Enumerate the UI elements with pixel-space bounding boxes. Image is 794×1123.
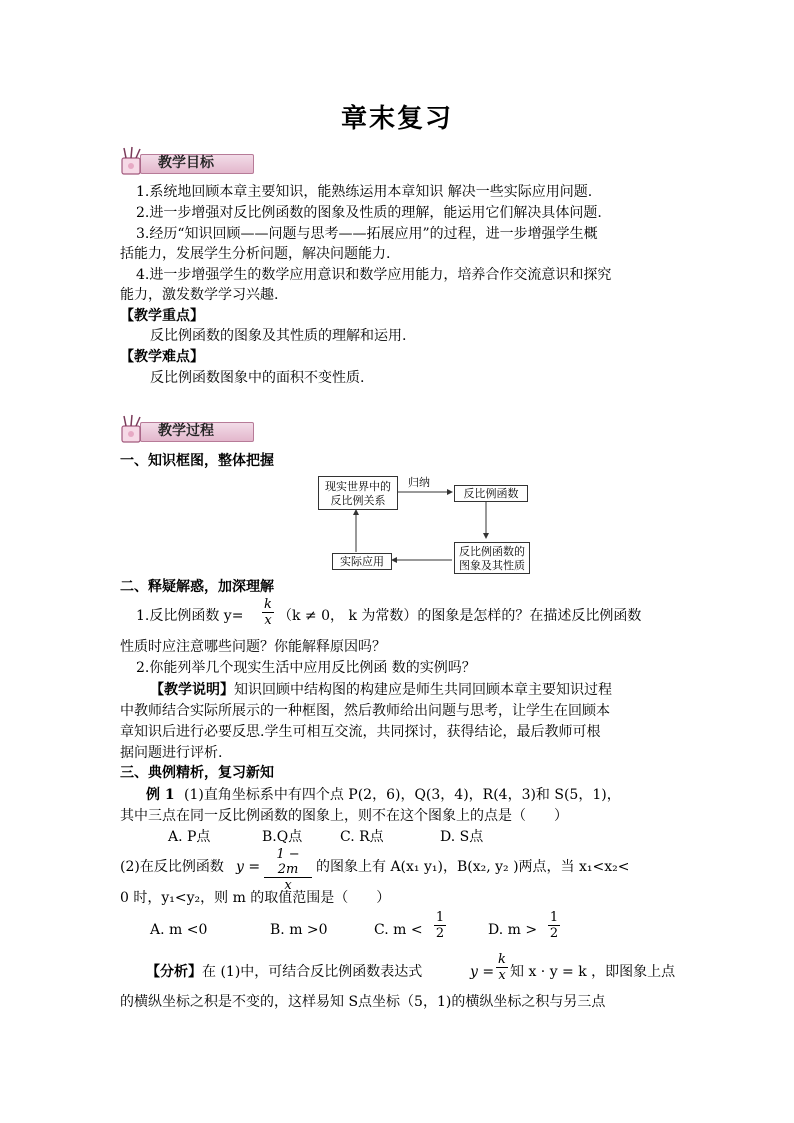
part-2-start: (2)在反比例函数 — [120, 859, 224, 875]
page-title: 章末复习 — [340, 104, 453, 134]
objective-4-cont: 能力，激发数学学习兴趣. — [120, 287, 279, 303]
banner-label: 教学过程 — [158, 423, 214, 439]
difficulty-text: 反比例函数图象中的面积不变性质. — [150, 370, 365, 386]
teaching-note-line1 — [150, 680, 612, 700]
fraction-numerator: k — [262, 597, 274, 613]
objective-2: 2.进一步增强对反比例函数的图象及性质的理解，能运用它们解决具体问题. — [136, 205, 602, 221]
knowledge-diagram — [312, 472, 538, 576]
box-inverse-function: 反比例函数 — [454, 485, 528, 502]
difficulty-label: 【教学难点】 — [120, 349, 204, 365]
objective-1: 1.系统地回顾本章主要知识，能熟练运用本章知识 解决一些实际应用问题. — [136, 184, 593, 200]
analysis-line2: 的横纵坐标之积是不变的，这样易知 S点坐标（5，1)的横纵坐标之积与另三点 — [120, 994, 606, 1010]
teaching-note-line4: 据问题进行评析. — [120, 745, 223, 761]
option-b: B.Q点 — [262, 829, 303, 845]
teaching-note-line3: 章知识后进行必要反思.学生可相互交流，共同探讨，获得结论，最后教师可根 — [120, 724, 601, 740]
box-graph-properties-line1: 反比例函数的 — [459, 545, 525, 558]
option-2d: D. m > — [488, 922, 538, 938]
fraction-denominator: x — [498, 968, 506, 983]
teaching-note-line2: 中教师结合实际所展示的一种框图，然后教师给出问题与思考，让学生在回顾本 — [120, 703, 610, 719]
fraction-half-d — [548, 910, 560, 941]
objective-3-cont: 括能力，发展学生分析问题，解决问题能力. — [120, 246, 391, 262]
box-graph-properties — [454, 542, 530, 574]
option-2c: C. m < — [374, 922, 423, 938]
section-2-heading: 二、释疑解惑，加深理解 — [120, 579, 274, 595]
fraction-numerator: k — [496, 952, 508, 968]
fraction-1-2m-over-x — [264, 847, 312, 893]
pencil-cup-icon — [118, 146, 152, 176]
box-real-world — [318, 476, 398, 510]
key-points-text: 反比例函数的图象及其性质的理解和运用. — [150, 328, 407, 344]
banner-label: 教学目标 — [158, 155, 214, 171]
box-real-world-line1: 现实世界中的 — [325, 480, 391, 493]
question-1-start: 1.反比例函数 y= — [136, 608, 244, 624]
option-d: D. S点 — [440, 829, 484, 845]
fraction-numerator: 1 — [549, 910, 559, 925]
box-graph-properties-line2: 图象及其性质 — [459, 559, 525, 572]
section-3-heading: 三、典例精析，复习新知 — [120, 765, 274, 781]
fraction-numerator: 1 − 2m — [264, 847, 312, 878]
analysis-text: 在 (1)中，可结合反比例函数表达式 — [202, 964, 423, 980]
pencil-cup-icon — [118, 414, 152, 444]
section-banner-process — [118, 414, 254, 444]
analysis-rest: 知 x · y = k ，即图象上点 — [510, 964, 676, 980]
example-1-line2: 其中三点在同一反比例函数的图象上，则不在这个图象上的点是（ ） — [120, 808, 568, 824]
fraction-denominator: 2 — [549, 926, 559, 941]
option-a: A. P点 — [168, 829, 211, 845]
section-banner-objectives — [118, 146, 254, 176]
part-2-y: y = — [236, 859, 261, 875]
fraction-denominator: x — [264, 613, 272, 628]
option-2b: B. m >0 — [270, 922, 328, 938]
objective-3: 3.经历“知识回顾——问题与思考——拓展应用”的过程，进一步增强学生概 — [136, 226, 598, 242]
fraction-k-over-x-analysis — [496, 952, 508, 983]
fraction-k-over-x — [262, 597, 274, 628]
objective-4: 4.进一步增强学生的数学应用意识和数学应用能力，培养合作交流意识和探究 — [136, 267, 612, 283]
analysis-line1 — [146, 962, 422, 982]
box-real-world-line2: 反比例关系 — [330, 494, 386, 507]
example-1-label: 例 1 — [146, 787, 175, 803]
question-2: 2.你能列举几个现实生活中应用反比例函 数的实例吗？ — [136, 660, 476, 676]
example-1-line1: (1)直角坐标系中有四个点 P(2，6)，Q(3，4)，R(4，3)和 S(5，1)， — [184, 787, 621, 803]
question-1-cont: 性质时应注意哪些问题？你能解释原因吗？ — [120, 639, 386, 655]
analysis-label: 【分析】 — [146, 964, 202, 980]
fraction-denominator: 2 — [435, 926, 445, 941]
teaching-note-text: 知识回顾中结构图的构建应是师生共同回顾本章主要知识过程 — [234, 682, 612, 698]
part-2-rest: 的图象上有 A(x₁ y₁)，B(x₂, y₂ )两点，当 x₁<x₂< — [316, 859, 630, 875]
analysis-y: y = — [470, 964, 495, 980]
box-practical-application: 实际应用 — [332, 553, 392, 570]
part-2-cont: 0 时，y₁<y₂，则 m 的取值范围是（ ） — [120, 890, 391, 906]
option-c: C. R点 — [340, 829, 384, 845]
question-1-rest: （k ≠ 0， k 为常数）的图象是怎样的？在描述反比例函数 — [278, 608, 642, 624]
teaching-note-label: 【教学说明】 — [150, 682, 234, 698]
fraction-half-c — [434, 910, 446, 941]
arrow-label-induce: 归纳 — [408, 476, 430, 489]
fraction-numerator: 1 — [435, 910, 445, 925]
section-1-heading: 一、知识框图，整体把握 — [120, 453, 274, 469]
option-2a: A. m <0 — [150, 922, 208, 938]
fraction-denominator: x — [284, 878, 292, 893]
key-points-label: 【教学重点】 — [120, 308, 204, 324]
